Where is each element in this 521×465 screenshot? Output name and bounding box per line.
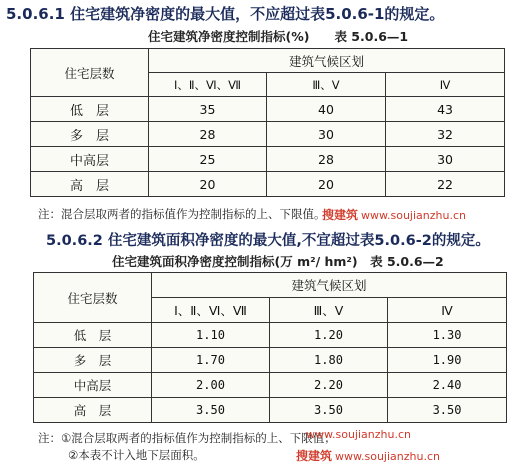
table-cell: 43 — [386, 97, 505, 122]
table-2-note-2: ②本表不计入地下层面积。 — [68, 448, 205, 462]
table-cell: 2.00 — [152, 373, 270, 398]
table-1-note: 注：混合层取两者的指标值作为控制指标的上、下限值。 — [38, 207, 326, 221]
table-cell: 20 — [267, 172, 386, 197]
section-1-heading: 5.0.6.1 住宅建筑净密度的最大值，不应超过表5.0.6-1的规定。 — [6, 5, 445, 23]
floor-area-density-table — [33, 272, 507, 423]
table-cell: 28 — [267, 147, 386, 172]
table-row — [34, 323, 507, 348]
table-cell: 30 — [386, 147, 505, 172]
row-label: 高 层 — [34, 398, 152, 423]
row-label: 低 层 — [31, 97, 149, 122]
watermark — [322, 206, 466, 223]
table-cell: 1.30 — [388, 323, 507, 348]
row-label: 高 层 — [31, 172, 149, 197]
row-header-cell: 住宅层数 — [34, 273, 152, 323]
row-label: 低 层 — [34, 323, 152, 348]
table-cell: 1.90 — [388, 348, 507, 373]
table-cell: 2.20 — [270, 373, 388, 398]
table-cell: 25 — [149, 147, 267, 172]
table-1-caption: 住宅建筑净密度控制指标(%) 表 5.0.6—1 — [148, 29, 409, 44]
zone-header-1: Ⅰ、Ⅱ、Ⅵ、Ⅶ — [149, 73, 267, 97]
table-cell: 3.50 — [388, 398, 507, 423]
table-cell: 20 — [149, 172, 267, 197]
zone-header-2: Ⅲ、Ⅴ — [267, 73, 386, 97]
table-2-caption: 住宅建筑面积净密度控制指标(万 m²/ hm²) 表 5.0.6—2 — [112, 254, 444, 269]
row-label: 中高层 — [34, 373, 152, 398]
table-row — [31, 97, 505, 122]
watermark-logo: 搜建筑 — [296, 449, 333, 463]
table-row — [34, 398, 507, 423]
watermark-url: www.soujianzhu.cn — [335, 450, 440, 463]
climate-zone-header: 建筑气候区划 — [152, 273, 507, 298]
table-row — [34, 373, 507, 398]
table-row — [31, 122, 505, 147]
table-cell: 3.50 — [152, 398, 270, 423]
zone-header-1: Ⅰ、Ⅱ、Ⅵ、Ⅶ — [152, 298, 270, 323]
row-label: 多 层 — [31, 122, 149, 147]
section-2-heading: 5.0.6.2 住宅建筑面积净密度的最大值,不宜超过表5.0.6-2的规定。 — [46, 233, 490, 249]
table-cell: 40 — [267, 97, 386, 122]
table-row — [31, 172, 505, 197]
table-cell: 30 — [267, 122, 386, 147]
table-cell: 22 — [386, 172, 505, 197]
table-cell: 1.20 — [270, 323, 388, 348]
row-label: 多 层 — [34, 348, 152, 373]
table-2-note-1: 注：①混合层取两者的指标值作为控制指标的上、下限值； — [38, 431, 336, 445]
table-row — [31, 147, 505, 172]
table-cell: 35 — [149, 97, 267, 122]
watermark-url: www.soujianzhu.cn — [361, 209, 466, 222]
table-cell: 3.50 — [270, 398, 388, 423]
zone-header-2: Ⅲ、Ⅴ — [270, 298, 388, 323]
zone-header-3: Ⅳ — [386, 73, 505, 97]
climate-zone-header: 建筑气候区划 — [149, 49, 505, 73]
watermark-logo: 搜建筑 — [322, 208, 359, 222]
row-label: 中高层 — [31, 147, 149, 172]
table-cell: 2.40 — [388, 373, 507, 398]
table-cell: 1.70 — [152, 348, 270, 373]
watermark — [296, 447, 440, 464]
row-header-cell: 住宅层数 — [31, 49, 149, 97]
zone-header-3: Ⅳ — [388, 298, 507, 323]
table-cell: 32 — [386, 122, 505, 147]
net-density-table — [30, 48, 505, 197]
table-cell: 28 — [149, 122, 267, 147]
table-row — [34, 348, 507, 373]
watermark-url-2: www.soujianzhu.cn — [306, 428, 411, 441]
table-cell: 1.10 — [152, 323, 270, 348]
table-cell: 1.80 — [270, 348, 388, 373]
